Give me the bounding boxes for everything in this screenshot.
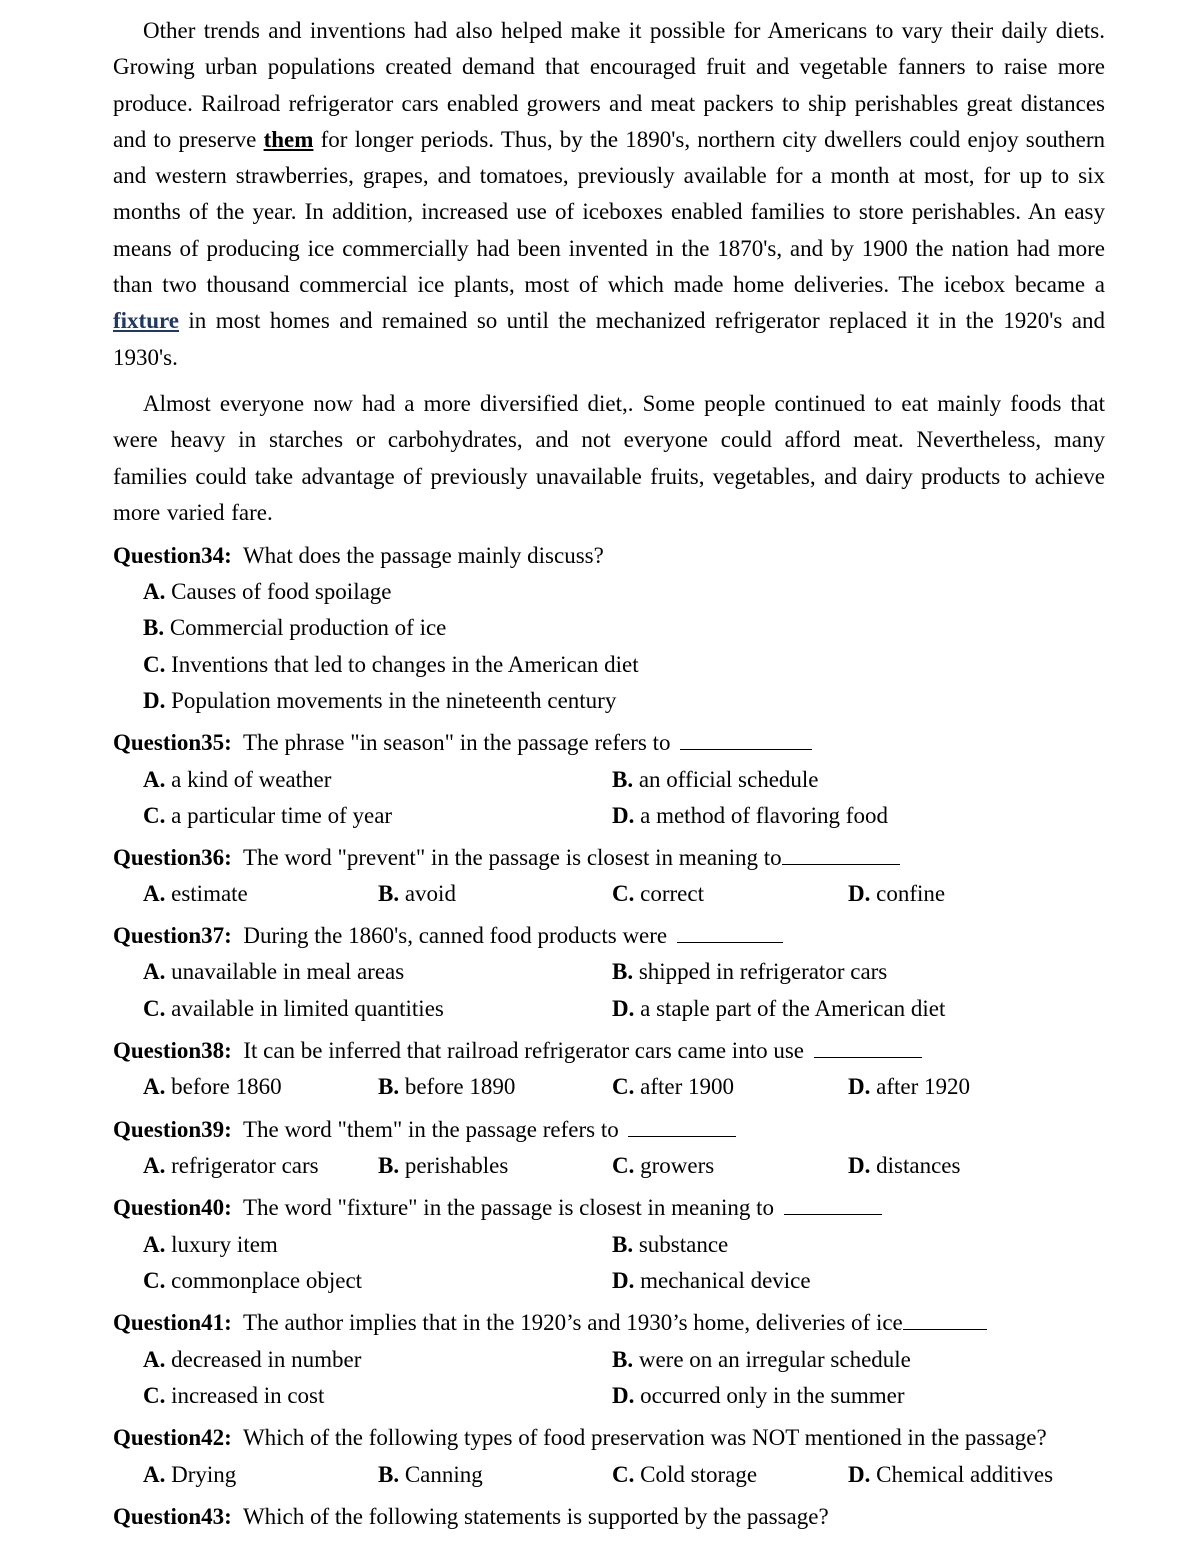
option-letter: A. [143,1153,166,1178]
question-text: Which of the following types of food preservation was NOT mentioned in the passage? [242,1425,1047,1450]
option-text: distances [876,1153,961,1178]
option-letter: B. [378,1153,400,1178]
option-text: occurred only in the summer [640,1383,905,1408]
question-number: Question36: [113,845,232,870]
option-letter: C. [143,803,166,828]
answer-blank [628,1116,736,1137]
option-letter: D. [848,1153,871,1178]
option-letter: D. [848,1462,871,1487]
option-letter: A. [143,1232,166,1257]
option-37-d[interactable] [612,991,945,1027]
option-letter: B. [143,615,165,640]
passage-paragraph-2: Almost everyone now had a more diversified diet,. Some people continued to eat mainly foods that were heavy in starches or carbohydrates, and not everyone could afford meat. Nevertheless, many families could take advantage of previously unavailable fruits, vegetables, and dairy products to achieve more varied fare. [113,391,1105,525]
option-letter: D. [612,1268,635,1293]
option-letter: B. [378,1074,400,1099]
question-number: Question38: [113,1038,232,1063]
option-letter: B. [378,1462,400,1487]
option-36-a[interactable] [143,876,248,912]
answer-blank [680,729,812,750]
option-text: Commercial production of ice [169,615,447,640]
option-text: Chemical additives [876,1462,1054,1487]
option-40-c[interactable] [143,1263,362,1299]
question-text: The word "fixture" in the passage is closest in meaning to [242,1195,774,1220]
option-38-c[interactable] [612,1069,734,1105]
option-letter: D. [143,688,166,713]
option-text: after 1900 [640,1074,735,1099]
option-letter: A. [143,767,166,792]
answer-blank [814,1037,922,1058]
passage-text: for longer periods. Thus, by the 1890's, northern city dwellers could enjoy southern and western strawberries, grapes, and tomatoes, previously available for a month at most, for up to six months of the year. In addition, increased use of iceboxes enabled families to store perishables. An easy means of producing ice commercially had been invented in the 1870's, and by 1900 the nation had more than two thousand commercial ice plants, most of which made home deliveries. The icebox became a [113,126,1106,298]
option-text: avoid [404,881,456,906]
answer-blank [784,1194,882,1215]
option-letter: D. [612,803,635,828]
option-text: after 1920 [876,1074,971,1099]
option-34-b[interactable] [143,610,446,646]
option-37-c[interactable] [143,991,444,1027]
option-38-a[interactable] [143,1069,282,1105]
option-text: growers [640,1153,715,1178]
option-text: Drying [171,1462,237,1487]
option-letter: D. [848,881,871,906]
option-letter: D. [612,1383,635,1408]
option-letter: B. [378,881,400,906]
option-letter: B. [612,959,634,984]
option-36-c[interactable] [612,876,704,912]
option-text: an official schedule [638,767,819,792]
option-text: were on an irregular schedule [638,1347,911,1372]
option-text: unavailable in meal areas [171,959,405,984]
option-text: available in limited quantities [171,996,444,1021]
option-letter: D. [848,1074,871,1099]
question-text: The word "prevent" in the passage is closest in meaning to [242,845,782,870]
question-40 [113,1190,1113,1226]
option-letter: C. [612,1153,635,1178]
option-35-b[interactable] [612,762,819,798]
option-text: a kind of weather [171,767,332,792]
question-number: Question35: [113,730,232,755]
question-35 [113,725,1113,761]
option-40-b[interactable] [612,1227,728,1263]
option-text: before 1890 [404,1074,516,1099]
question-text: What does the passage mainly discuss? [242,543,604,568]
option-letter: C. [143,996,166,1021]
option-letter: A. [143,881,166,906]
question-number: Question37: [113,923,232,948]
answer-blank [903,1309,987,1330]
option-text: Population movements in the nineteenth century [171,688,617,713]
option-letter: A. [143,1074,166,1099]
option-41-c[interactable] [143,1378,324,1414]
option-41-a[interactable] [143,1342,361,1378]
option-text: commonplace object [171,1268,363,1293]
question-number: Question42: [113,1425,232,1450]
option-34-c[interactable] [143,647,639,683]
option-34-d[interactable] [143,683,616,719]
question-text: The author implies that in the 1920’s and 1930’s home, deliveries of ice [242,1310,903,1335]
answer-blank [782,844,900,865]
passage-text: Other trends and inventions had also helped make it possible for Americans to vary their daily diets. Growing urban populations created demand that encouraged fruit and vegetable fanners to raise more produce. Railroad refrigerator cars enabled growers and meat packers to ship perishables great distances and to preserve [113,18,1105,152]
option-37-b[interactable] [612,954,887,990]
question-text: It can be inferred that railroad refrigerator cars came into use [243,1038,804,1063]
option-letter: A. [143,959,166,984]
option-42-b[interactable] [378,1457,483,1493]
option-35-d[interactable] [612,798,888,834]
question-text: The phrase "in season" in the passage refers to [242,730,671,755]
option-letter: C. [143,1383,166,1408]
question-number: Question43: [113,1504,232,1529]
option-39-c[interactable] [612,1148,714,1184]
question-number: Question40: [113,1195,232,1220]
option-letter: C. [612,1074,635,1099]
highlighted-word-them: them [263,126,314,152]
option-letter: D. [612,996,635,1021]
option-text: estimate [171,881,248,906]
option-36-b[interactable] [378,876,456,912]
option-text: a method of flavoring food [640,803,888,828]
option-text: mechanical device [640,1268,811,1293]
option-text: correct [640,881,704,906]
question-37 [113,918,1113,954]
option-text: increased in cost [171,1383,325,1408]
question-36 [113,840,1113,876]
option-letter: C. [612,1462,635,1487]
option-text: Causes of food spoilage [171,579,392,604]
option-39-a[interactable] [143,1148,319,1184]
option-text: confine [876,881,946,906]
option-35-c[interactable] [143,798,392,834]
question-34 [113,538,1113,574]
option-text: shipped in refrigerator cars [638,959,888,984]
passage-text: in most homes and remained so until the mechanized refrigerator replaced it in the 1920's and 1930's. [113,308,1105,370]
answer-blank [677,922,783,943]
question-text: The word "them" in the passage refers to [242,1117,619,1142]
passage-paragraph-1 [113,13,1105,376]
option-text: perishables [404,1153,509,1178]
option-38-d[interactable] [848,1069,970,1105]
option-39-d[interactable] [848,1148,960,1184]
option-41-b[interactable] [612,1342,911,1378]
question-text: During the 1860's, canned food products were [243,923,668,948]
option-40-d[interactable] [612,1263,811,1299]
option-42-d[interactable] [848,1457,1053,1493]
option-39-b[interactable] [378,1148,508,1184]
option-text: a staple part of the American diet [640,996,946,1021]
option-42-c[interactable] [612,1457,757,1493]
question-41 [113,1305,1113,1341]
option-letter: A. [143,1462,166,1487]
option-34-a[interactable] [143,574,392,610]
option-text: luxury item [171,1232,278,1257]
option-letter: C. [612,881,635,906]
question-39 [113,1112,1113,1148]
option-text: decreased in number [171,1347,362,1372]
question-43 [113,1499,1113,1535]
question-text: Which of the following statements is supported by the passage? [242,1504,829,1529]
highlighted-word-fixture: fixture [113,308,180,334]
option-text: refrigerator cars [171,1153,319,1178]
option-text: a particular time of year [171,803,393,828]
option-41-d[interactable] [612,1378,905,1414]
option-38-b[interactable] [378,1069,515,1105]
option-text: Canning [404,1462,483,1487]
option-42-a[interactable] [143,1457,236,1493]
option-letter: C. [143,652,166,677]
option-letter: C. [143,1268,166,1293]
question-38 [113,1033,1113,1069]
option-36-d[interactable] [848,876,945,912]
question-number: Question39: [113,1117,232,1142]
option-text: before 1860 [171,1074,282,1099]
option-text: substance [638,1232,729,1257]
option-letter: B. [612,767,634,792]
question-42 [113,1420,1113,1456]
option-40-a[interactable] [143,1227,278,1263]
option-text: Cold storage [640,1462,758,1487]
option-letter: B. [612,1347,634,1372]
question-number: Question34: [113,543,232,568]
option-letter: B. [612,1232,634,1257]
option-text: Inventions that led to changes in the American diet [171,652,639,677]
option-37-a[interactable] [143,954,404,990]
option-letter: A. [143,579,166,604]
option-35-a[interactable] [143,762,331,798]
question-number: Question41: [113,1310,232,1335]
option-letter: A. [143,1347,166,1372]
